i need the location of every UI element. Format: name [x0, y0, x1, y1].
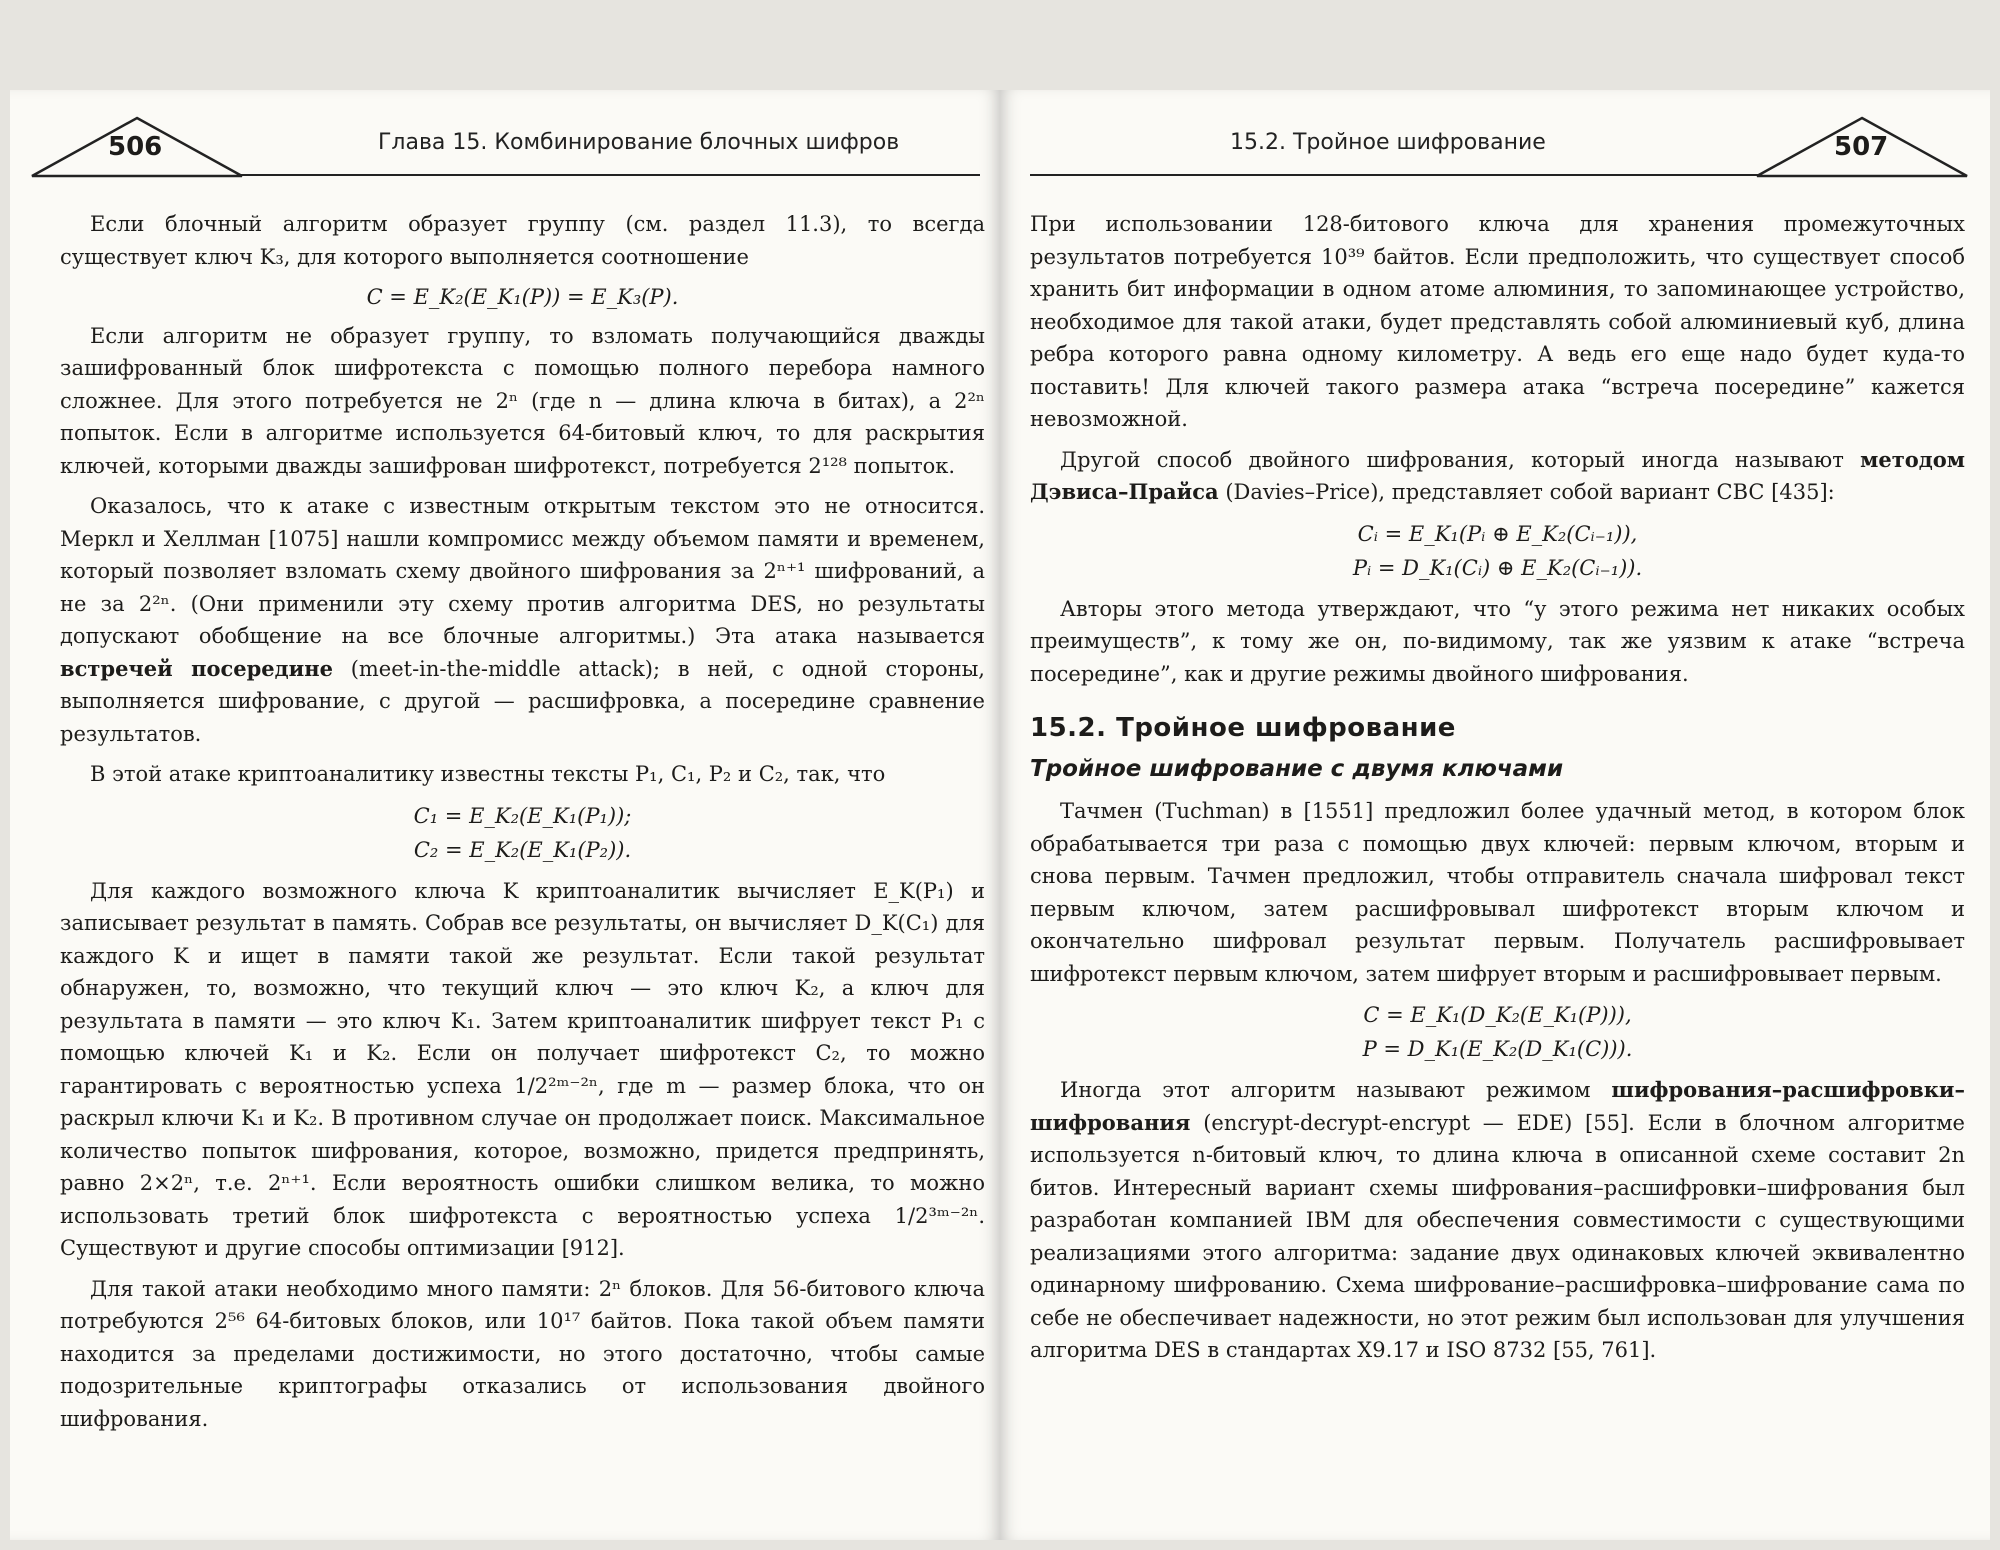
paragraph: При использовании 128-битового ключа для хранения промежуточных результатов потребуется 10³⁹ байтов. Если предположить, что существует способ хранить бит информации в одном атоме алюминия, то запоминающее устройство, необходимое для такой атаки, будет представлять собой алюминиевый куб, длина ребра которого равна одному километру. А ведь его еще надо будет куда-то поставить! Для ключей такого размера атака “встреча посередине” кажется невозможной.: [1030, 212, 1965, 431]
paragraph: Другой способ двойного шифрования, который иногда называют методом Дэвиса–Прайса (Davies–Price), представляет собой вариант CBC [435]:: [1030, 446, 1965, 504]
formula: C = E_K₂(E_K₁(P)) = E_K₃(P).: [366, 285, 679, 309]
formula: Cᵢ = E_K₁(Pᵢ ⊕ E_K₂(Cᵢ₋₁)), Pᵢ = D_K₁(Cᵢ) ⊕ E_K₂(Cᵢ₋₁)).: [1352, 521, 1643, 580]
right-page: [1000, 90, 1990, 1540]
paragraph: Если блочный алгоритм образует группу (см. раздел 11.3), то всегда существует ключ K₃, для которого выполняется соотношение: [60, 212, 985, 269]
left-page: [10, 90, 1000, 1540]
formula: C₁ = E_K₂(E_K₁(P₁)); C₂ = E_K₂(E_K₁(P₂)).: [413, 803, 632, 862]
paragraph: Оказалось, что к атаке с известным открытым текстом это не относится. Меркл и Хеллман [1075] нашли компромисс между объемом памяти и временем, который позволяет взломать схему двойного шифрования за 2ⁿ⁺¹ шифрований, а не за 2²ⁿ. (Они применили эту схему против алгоритма DES, но результаты допускают обобщение на все блочные алгоритмы.) Эта атака называется встречей посередине (meet-in-the-middle attack); в ней, с одной стороны, выполняется шифрование, с другой — расшифровка, а посередине сравнение результатов.: [60, 494, 985, 746]
running-header: 15.2. Тройное шифрование: [1230, 130, 1546, 155]
paragraph: Авторы этого метода утверждают, что “у этого режима нет никаких особых преимуществ”, к тому же он, по-видимому, так же уязвим к атаке “встреча посередине”, как и другие режимы двойного шифрования.: [1030, 596, 1965, 686]
right-body: [1030, 208, 1965, 1375]
term-bold: методом Дэвиса–Прайса: [1030, 446, 1965, 504]
paragraph: В этой атаке криптоаналитику известны тексты P₁, C₁, P₂ и C₂, так, что: [90, 762, 886, 786]
header-rule: [240, 174, 980, 176]
paragraph: Иногда этот алгоритм называют режимом шифрования–расшифровки–шифрования (encrypt-decrypt-encrypt — EDE) [55]. Если в блочном алгоритме используется n-битовый ключ, то длина ключа в описанной схеме составит 2n битов. Интересный вариант схемы шифрования–расшифровки–шифрования был разработан компанией IBM для обеспечения совместимости с существующими реализациями этого алгоритма: задание двух одинаковых ключей эквивалентно одинарному шифрованию. Схема шифрование–расшифровка–шифрование сама по себе не обеспечивает надежности, но этот режим был использован для улучшения алгоритма DES в стандартах X9.17 и ISO 8732 [55, 761].: [1030, 1077, 1965, 1362]
paragraph: Если алгоритм не образует группу, то взломать получающийся дважды зашифрованный блок шифротекста с помощью полного перебора намного сложнее. Для этого потребуется не 2ⁿ (где n — длина ключа в битах), а 2²ⁿ попыток. Если в алгоритме используется 64-битовый ключ, то для раскрытия ключей, которыми дважды зашифрован шифротекст, потребуется 2¹²⁸ попыток.: [60, 323, 985, 478]
term-bold: встречей посередине: [60, 655, 333, 681]
paragraph: Тачмен (Tuchman) в [1551] предложил более удачный метод, в котором блок обрабатывается три раза с помощью двух ключей: первым ключом, вторым и снова первым. Тачмен предложил, чтобы отправитель сначала шифровал текст первым ключом, затем расшифровывал шифротекст вторым ключом и окончательно шифровал результат первым. Получатель расшифровывает шифротекст первым ключом, затем шифрует вторым и расшифровывает первым.: [1030, 799, 1965, 986]
subsection-title: Тройное шифрование с двумя ключами: [1030, 755, 1564, 782]
running-header: Глава 15. Комбинирование блочных шифров: [378, 130, 900, 155]
header-rule: [1030, 174, 1760, 176]
term-bold: шифрования–расшифровки–шифрования: [1030, 1077, 1965, 1135]
section-title: 15.2. Тройное шифрование: [1030, 713, 1456, 743]
paragraph: Для такой атаки необходимо много памяти: 2ⁿ блоков. Для 56-битового ключа потребуются 2⁵⁶ 64-битовых блоков, или 10¹⁷ байтов. Пока такой объем памяти находится за пределами достижимости, но этого достаточно, чтобы самые подозрительные криптографы отказались от использования двойного шифрования.: [60, 1276, 985, 1431]
formula: C = E_K₁(D_K₂(E_K₁(P))), P = D_K₁(E_K₂(D_K₁(C))).: [1362, 1003, 1633, 1061]
page-number: 507: [1834, 132, 1889, 162]
left-body: [60, 208, 985, 1443]
paragraph: Для каждого возможного ключа K криптоаналитик вычисляет E_K(P₁) и записывает результат в память. Собрав все результаты, он вычисляет D_K(C₁) для каждого K и ищет в памяти такой же результат. Если такой результат обнаружен, то, возможно, что текущий ключ — это ключ K₂, а ключ для результата в памяти — это ключ K₁. Затем криптоаналитик шифрует текст P₁ с помощью ключей K₁ и K₂. Если он получает шифротекст C₂, то можно гарантировать с вероятностью успеха 1/2²ᵐ⁻²ⁿ, где m — размер блока, что он раскрыл ключи K₁ и K₂. В противном случае он продолжает поиск. Максимальное количество попыток шифрования, которое, возможно, придется предпринять, равно 2×2ⁿ, т.е. 2ⁿ⁺¹. Если вероятность ошибки слишком велика, то можно использовать третий блок шифротекста с вероятностью успеха 1/2³ᵐ⁻²ⁿ. Существуют и другие способы оптимизации [912].: [60, 878, 985, 1260]
page-number: 506: [108, 132, 163, 162]
